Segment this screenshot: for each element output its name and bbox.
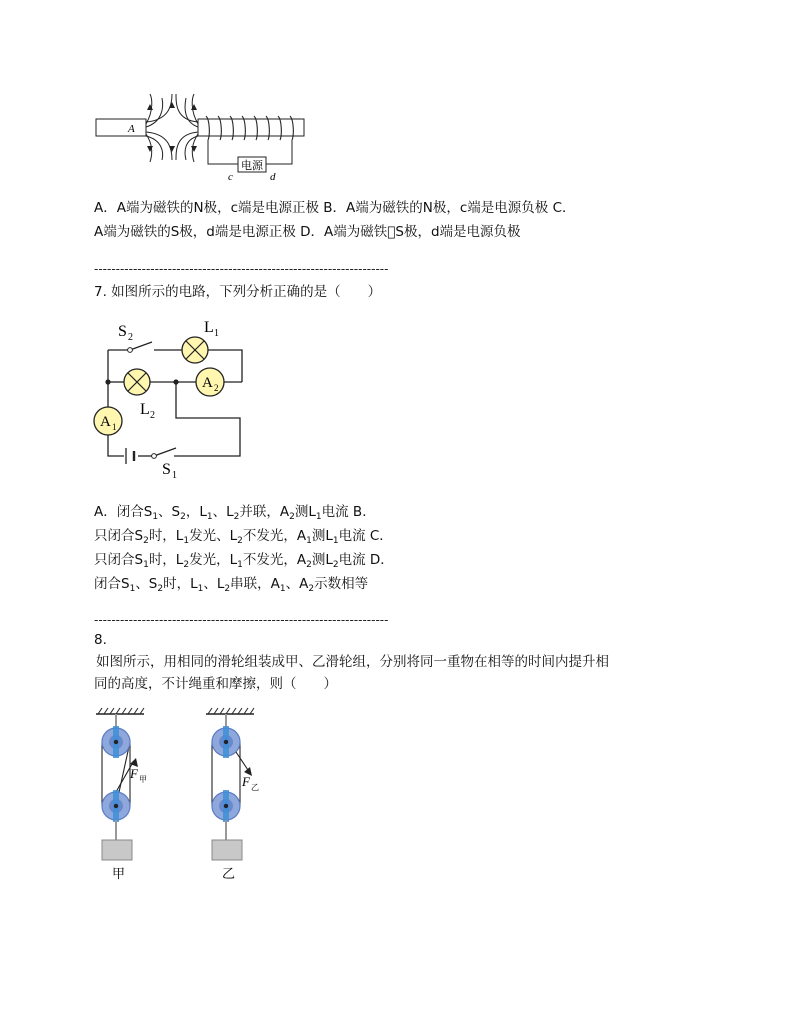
- pulley-system-jia: [92, 706, 172, 884]
- caption-jia: 甲: [112, 867, 126, 882]
- q7-options: [94, 500, 394, 596]
- terminal-c-label: c: [228, 171, 233, 183]
- separator-2: --------------------------------------------------------------------: [94, 613, 389, 627]
- q8-stem-line2: 同的高度，不计绳重和摩擦，则（ ）: [94, 676, 337, 692]
- circuit-figure: [90, 316, 250, 486]
- switch-s2-lever: [130, 342, 152, 350]
- force-label-jia: F: [130, 766, 138, 781]
- switch-s1-contact: [152, 454, 157, 459]
- power-label: 电源: [241, 159, 263, 172]
- weight-yi: [212, 840, 242, 860]
- bulb-l1: [182, 337, 208, 363]
- switch-s2-sub: 2: [128, 332, 133, 343]
- q7-option-c: 只闭合$S_1$时，$L_2$发光，$L_1$不发光，$A_2$测$L_2$电流 D．: [94, 552, 394, 570]
- caption-yi: 乙: [222, 867, 236, 882]
- q8-number: 8.: [94, 632, 107, 648]
- q6-options-line1: A．A端为磁铁的N极，c端是电源正极 B．A端为磁铁的N极，c端是电源负极 C．: [94, 200, 576, 216]
- pulley-system-yi: [202, 706, 282, 884]
- bulb-l2-sub: 2: [150, 410, 155, 421]
- bulb-l2: [124, 369, 150, 395]
- ammeter-a2-sub: 2: [214, 383, 219, 393]
- switch-s1-lever: [154, 448, 176, 456]
- bulb-l1-sub: 1: [214, 328, 219, 339]
- switch-s1-label: S: [162, 461, 171, 478]
- bar-magnet: [96, 119, 146, 136]
- switch-s2-label: S: [118, 323, 127, 340]
- q7-stem: 7. 如图所示的电路，下列分析正确的是（ ）: [94, 284, 382, 300]
- force-label-yi: F: [242, 774, 250, 789]
- force-sub-yi: 乙: [251, 783, 259, 792]
- force-sub-jia: 甲: [139, 775, 147, 784]
- field-arrows: [147, 102, 197, 152]
- magnet-solenoid-figure: [90, 90, 320, 190]
- q8-stem-line1: 如图所示，用相同的滑轮组装成甲、乙滑轮组，分别将同一重物在相等的时间内提升相: [96, 654, 609, 670]
- separator-1: --------------------------------------------------------------------: [94, 262, 389, 276]
- ammeter-a1-sub: 1: [112, 422, 117, 432]
- q6-options: [94, 196, 576, 244]
- ammeter-a2-label: A: [202, 375, 213, 391]
- q7-option-a: A．闭合$S_1$、$S_2$，$L_1$、$L_2$并联，$A_2$测$L_1$电流 B．: [94, 504, 376, 522]
- weight-jia: [102, 840, 132, 860]
- switch-s2-contact: [128, 348, 133, 353]
- solenoid-core: [198, 119, 304, 136]
- ammeter-a1-label: A: [100, 414, 111, 430]
- q7-option-d: 闭合$S_1$、$S_2$时，$L_1$、$L_2$串联，$A_1$、$A_2$示数相等: [94, 576, 369, 594]
- junction-left: [105, 379, 110, 384]
- q7-option-b: 只闭合$S_2$时，$L_1$发光、$L_2$不发光，$A_1$测$L_1$电流 C．: [94, 528, 393, 546]
- terminal-d-label: d: [270, 171, 276, 183]
- bulb-l1-label: L: [204, 319, 214, 336]
- junction-mid: [173, 379, 178, 384]
- switch-s1-sub: 1: [172, 470, 177, 481]
- q6-options-line2: A端为磁铁的S极，d端是电源正极 D．A端为磁铁 S极，d端是电源负极: [94, 224, 521, 240]
- bulb-l2-label: L: [140, 401, 150, 418]
- magnet-label-a: A: [128, 123, 135, 135]
